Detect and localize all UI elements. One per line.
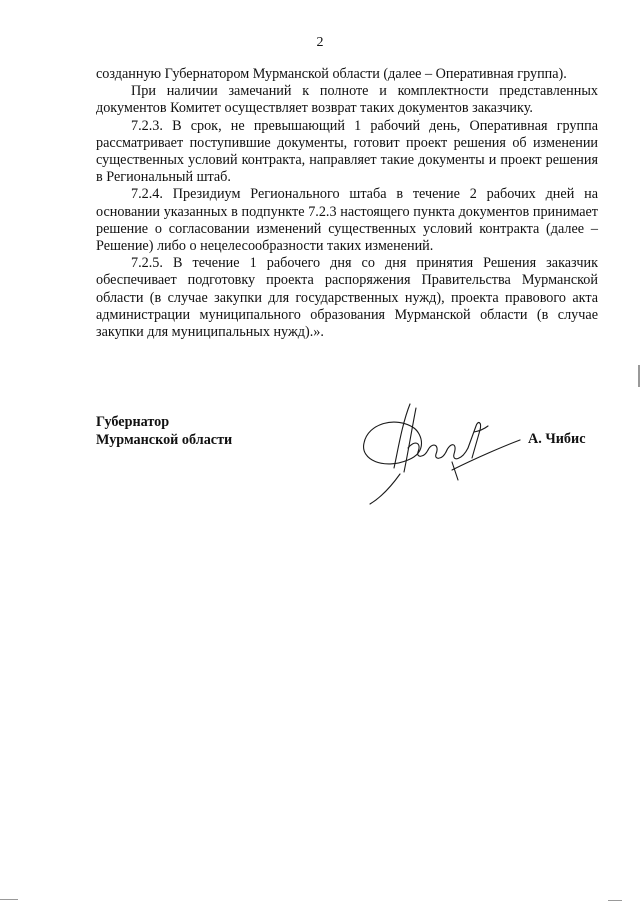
paragraph: 7.2.3. В срок, не превышающий 1 рабочий день, Оперативная группа рассматривает поступившие документы, готовит проект решения об изменении существенных условий контракта, направляет такие документы и проект решения в Региональный штаб. [96,117,598,186]
page-number: 2 [316,35,324,50]
document-body [96,66,598,341]
signer-title-line: Губернатор [96,414,170,430]
handwritten-signature [356,398,526,508]
paragraph: 7.2.4. Президиум Регионального штаба в течение 2 рабочих дней на основании указанных в подпункте 7.2.3 настоящего пункта документов принимает решение о согласовании изменений существенных условий контракта (далее – Решение) либо о нецелесообразности таких изменений. [96,186,598,255]
signer-title [96,414,232,449]
paragraph: созданную Губернатором Мурманской области (далее – Оперативная группа). [96,66,567,82]
scan-edge-mark [0,899,18,900]
scan-edge-mark [608,900,622,901]
paragraph: 7.2.5. В течение 1 рабочего дня со дня принятия Решения заказчик обеспечивает подготовку проекта распоряжения Правительства Мурманской области (в случае закупки для государственных нужд), проекта правового акта администрации муниципального образования Мурманской области (в случае закупки для муниципальных нужд).». [96,255,598,341]
signer-name: А. Чибис [528,431,586,447]
signer-title-line: Мурманской области [96,431,233,448]
paragraph: При наличии замечаний к полноте и комплектности представленных документов Комитет осуществляет возврат таких документов заказчику. [96,83,598,117]
